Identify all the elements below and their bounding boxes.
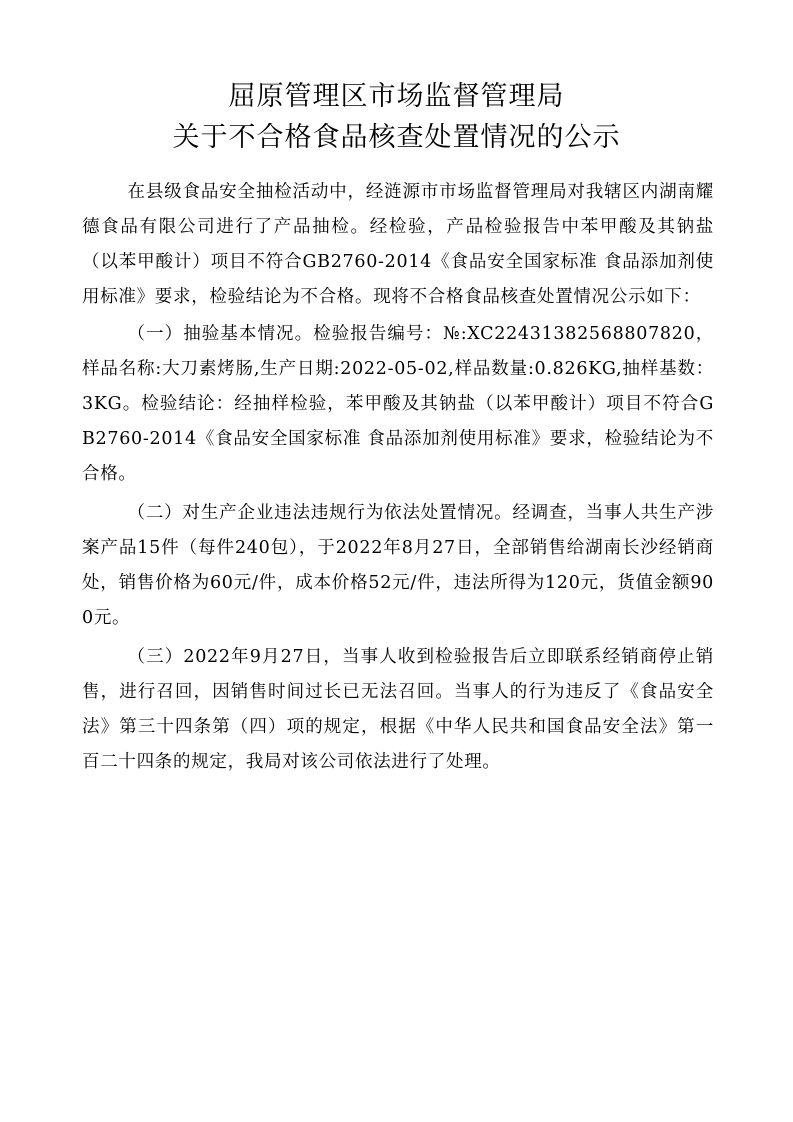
title-line-1: 屈原管理区市场监督管理局: [228, 81, 565, 112]
paragraph-recall-and-penalty: （三）2022年9月27日，当事人收到检验报告后立即联系经销商停止销售，进行召回，因销售时间过长已无法召回。当事人的行为违反了《食品安全法》第三十四条第（四）项的规定，根据《中华人民共和国食品安全法》第一百二十四条的规定，我局对该公司依法进行了处理。: [82, 647, 714, 772]
paragraph-intro: 在县级食品安全抽检活动中，经涟源市市场监督管理局对我辖区内湖南耀德食品有限公司进行了产品抽检。经检验，产品检验报告中苯甲酸及其钠盐（以苯甲酸计）项目不符合GB2760-2014《食品安全国家标准 食品添加剂使用标准》要求，检验结论为不合格。现将不合格食品核查处置情况公示如下：: [82, 182, 714, 307]
document-body: [82, 175, 714, 784]
paragraph-violation-handling: （二）对生产企业违法违规行为依法处置情况。经调查，当事人共生产涉案产品15件（每件240包），于2022年8月27日，全部销售给湖南长沙经销商处，销售价格为60元/件，成本价格52元/件，违法所得为120元，货值金额900元。: [82, 503, 714, 628]
paragraph-sampling-info: （一）抽验基本情况。检验报告编号：№:XC22431382568807820，样品名称:大刀素烤肠,生产日期:2022-05-02,样品数量:0.826KG,抽样基数：3KG。检验结论：经抽样检验，苯甲酸及其钠盐（以苯甲酸计）项目不符合GB2760-2014《食品安全国家标准 食品添加剂使用标准》要求，检验结论为不合格。: [82, 324, 714, 484]
document-title: [0, 76, 793, 158]
title-line-2: 关于不合格食品核查处置情况的公示: [172, 122, 621, 153]
